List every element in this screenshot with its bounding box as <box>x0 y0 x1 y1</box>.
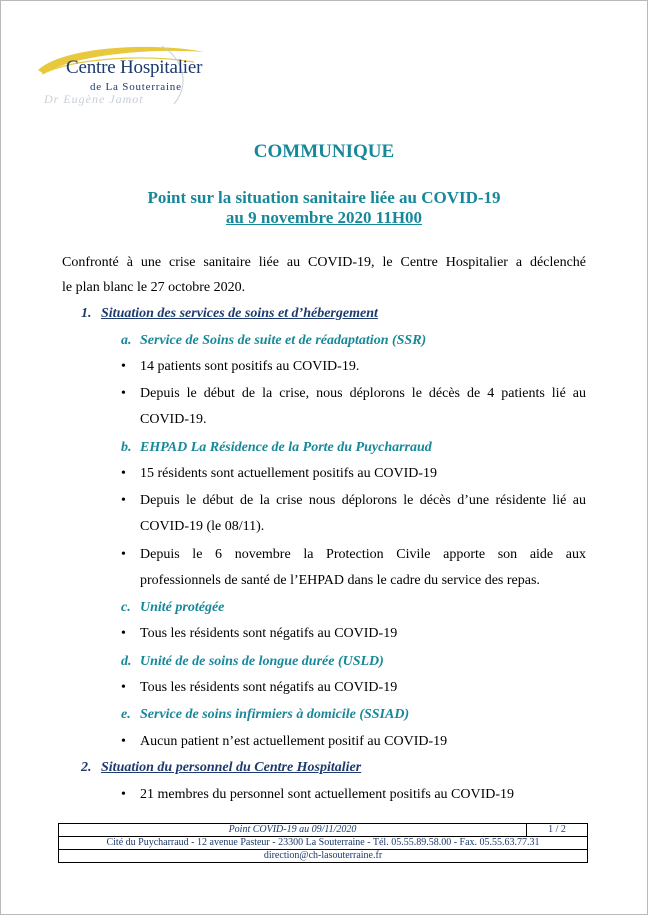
bullet-icon: • <box>121 626 126 641</box>
logo-subtitle: de La Souterraine <box>90 81 182 93</box>
bullet-icon: • <box>121 359 126 374</box>
subsection-label: Service de soins infirmiers à domicile (SSIAD) <box>140 707 410 722</box>
bullet-item <box>121 626 398 642</box>
subsection-letter: c. <box>121 600 131 615</box>
bullet-item <box>121 787 515 803</box>
subtitle-date: au 9 novembre 2020 11H00 <box>225 208 423 227</box>
bullet-continuation: professionnels de santé de l’EHPAD dans le cadre du service des repas. <box>140 573 540 588</box>
logo-signature: Dr Eugène Jamot <box>44 92 144 106</box>
section-number: 2. <box>81 760 92 775</box>
bullet-icon: • <box>121 386 126 401</box>
section-label: Situation des services de soins et d’hébergement <box>101 306 378 321</box>
subsection-letter: e. <box>121 707 131 722</box>
subsection-letter: a. <box>121 333 132 348</box>
bullet-icon: • <box>121 680 126 695</box>
bullet-item <box>121 493 586 509</box>
hospital-logo <box>34 40 234 110</box>
subsection-label: Unité de de soins de longue durée (USLD) <box>140 654 384 669</box>
bullet-item <box>121 734 448 750</box>
bullet-text: 15 résidents sont actuellement positifs au COVID-19 <box>140 466 438 481</box>
subsection-ehpad <box>121 440 432 456</box>
bullet-text: 21 membres du personnel sont actuellement positifs au COVID-19 <box>140 787 515 802</box>
page-footer <box>58 823 588 863</box>
subsection-letter: b. <box>121 440 132 455</box>
bullet-text: Depuis le début de la crise, nous déplorons le décès de 4 patients lié au <box>140 386 586 401</box>
footer-row <box>59 837 587 850</box>
subsection-unite-protegee <box>121 600 224 616</box>
section-number: 1. <box>81 306 92 321</box>
bullet-item <box>121 359 360 375</box>
subsection-usld <box>121 654 384 670</box>
bullet-text: Depuis le 6 novembre la Protection Civile apporte son aide aux <box>140 547 586 562</box>
footer-email: direction@ch-lasouterraine.fr <box>263 850 383 861</box>
bullet-text: Tous les résidents sont négatifs au COVID-19 <box>140 680 398 695</box>
subsection-label: Unité protégée <box>140 600 225 615</box>
logo-title: Centre Hospitalier <box>66 57 203 78</box>
section-2-heading <box>81 760 361 776</box>
bullet-icon: • <box>121 547 126 562</box>
intro-line2: le plan blanc le 27 octobre 2020. <box>62 280 246 295</box>
bullet-item <box>121 680 398 696</box>
bullet-icon: • <box>121 734 126 749</box>
subsection-label: EHPAD La Résidence de la Porte du Puycharraud <box>140 440 432 455</box>
bullet-item <box>121 547 586 563</box>
bullet-text: 14 patients sont positifs au COVID-19. <box>140 359 360 374</box>
bullet-continuation: COVID-19. <box>140 412 207 427</box>
bullet-icon: • <box>121 787 126 802</box>
bullet-text: Depuis le début de la crise nous déplorons le décès d’une résidente lié au <box>140 493 586 508</box>
subsection-label: Service de Soins de suite et de réadaptation (SSR) <box>140 333 427 348</box>
bullet-text: Tous les résidents sont négatifs au COVID-19 <box>140 626 398 641</box>
footer-address: Cité du Puycharraud - 12 avenue Pasteur - 23300 La Souterraine - Tél. 05.55.89.58.00 - Fax. 05.55.63.77.31 <box>106 837 540 848</box>
bullet-item <box>121 466 438 482</box>
subsection-ssiad <box>121 707 409 723</box>
bullet-item <box>121 386 586 402</box>
subsection-ssr <box>121 333 426 349</box>
subtitle-line1: Point sur la situation sanitaire liée au COVID-19 <box>147 188 501 207</box>
footer-page-number: 1 / 2 <box>548 824 566 835</box>
section-label: Situation du personnel du Centre Hospitalier <box>101 760 362 775</box>
page-title: COMMUNIQUE <box>253 141 395 162</box>
subtitle-line2 <box>0 208 648 228</box>
section-1-heading <box>81 306 378 322</box>
footer-row <box>59 850 587 862</box>
intro-line1: Confronté à une crise sanitaire liée au COVID-19, le Centre Hospitalier a déclenché <box>62 255 586 270</box>
bullet-icon: • <box>121 466 126 481</box>
footer-row <box>59 824 587 837</box>
bullet-text: Aucun patient n’est actuellement positif au COVID-19 <box>140 734 448 749</box>
bullet-continuation: COVID-19 (le 08/11). <box>140 519 265 534</box>
footer-doc-title: Point COVID-19 au 09/11/2020 <box>59 824 527 836</box>
bullet-icon: • <box>121 493 126 508</box>
subsection-letter: d. <box>121 654 132 669</box>
